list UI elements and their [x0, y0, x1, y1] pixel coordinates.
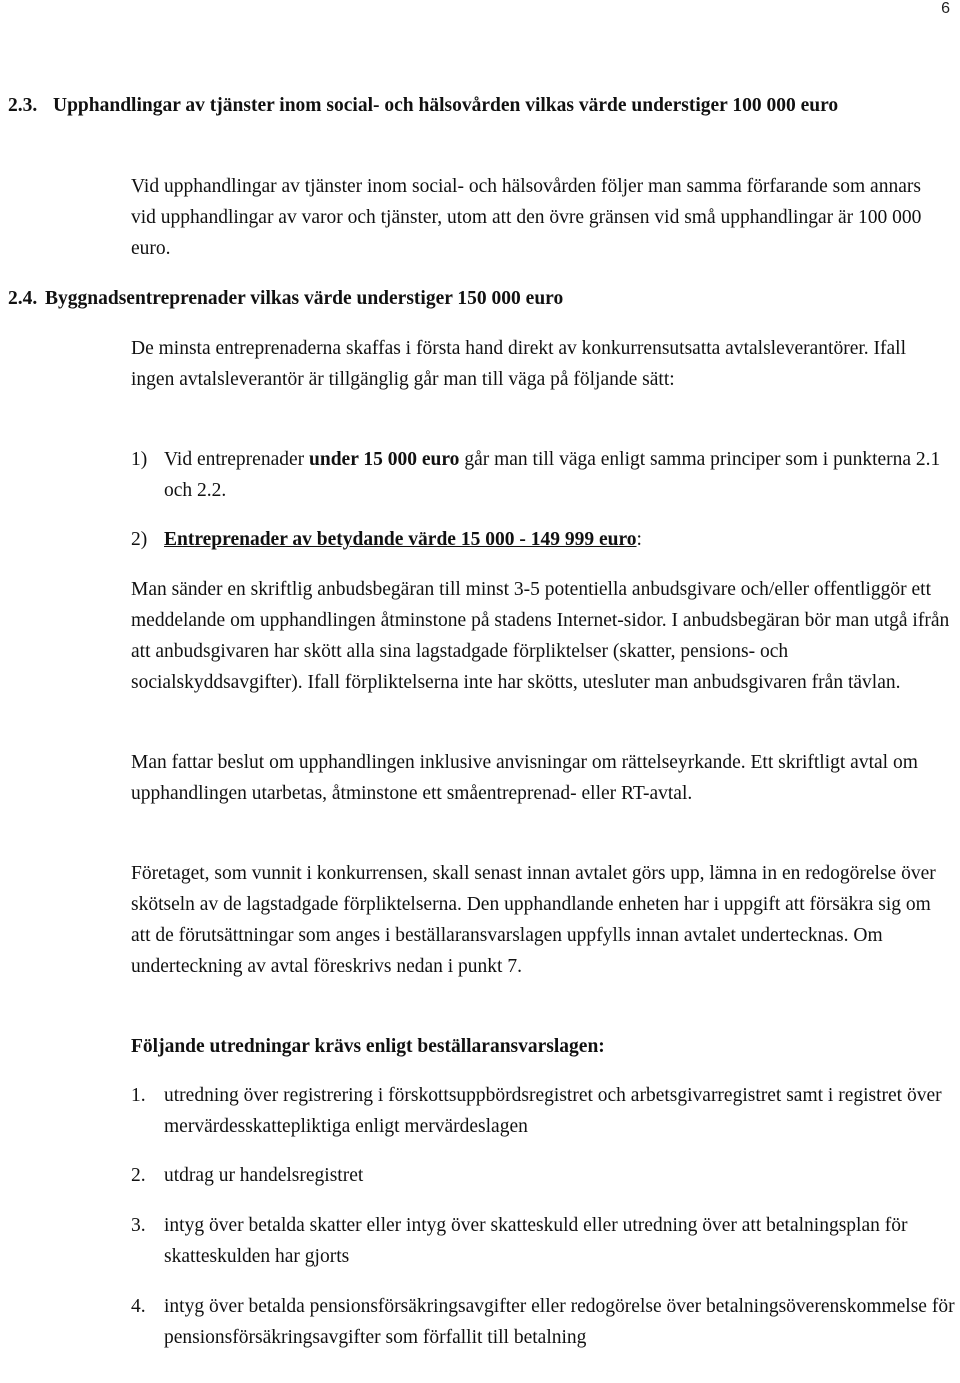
paragraph-tender-request: Man sänder en skriftlig anbudsbegäran till minst 3-5 potentiella anbudsgivare och/eller offentliggör ett meddelande om upphandlingen åtminstone på stadens Internet-sidor. I anbudsbegäran bör man utgå ifrån att anbudsgivaren har skött alla sina lagstadgade förpliktelser (skatter, pensions- och socialskyddsavgifter). Ifall förpliktelserna inte har skötts, utesluter man anbudsgivaren från tävlan.: [131, 579, 950, 693]
required-item-1-text: utredning över registrering i förskottsuppbördsregistret och arbetsgivarregistret samt i registret över mervärdesskattepliktiga enligt mervärdeslagen: [164, 1085, 942, 1137]
procedure-item-1-text: [164, 444, 960, 506]
section-2-4-heading: [8, 283, 948, 314]
procedure-item-1-pre: Vid entreprenader: [164, 449, 310, 470]
required-item-4-text: intyg över betalda pensionsförsäkringsavgifter eller redogörelse över betalningsöverenskommelse för pensionsförsäkringsavgifter som förfallit till betalning: [164, 1296, 955, 1348]
section-2-4-number: 2.4.: [8, 288, 38, 309]
procedure-item-2-suffix: :: [636, 529, 642, 550]
required-item-3: [131, 1210, 960, 1272]
required-item-4: [131, 1291, 960, 1353]
paragraph-decision: Man fattar beslut om upphandlingen inklusive anvisningar om rättelseyrkande. Ett skriftligt avtal om upphandlingen utarbetas, åtminstone ett småentreprenad- eller RT-avtal.: [131, 752, 918, 804]
page-number: 6: [941, 0, 950, 17]
required-item-1: [131, 1080, 960, 1142]
required-item-1-number: 1.: [131, 1085, 146, 1106]
required-item-3-number: 3.: [131, 1215, 146, 1236]
procedure-item-1-number: 1): [131, 449, 148, 470]
procedure-item-1-post: går man till väga enligt samma principer som i punkterna 2.1 och 2.2.: [164, 449, 941, 501]
section-2-3-number: 2.3.: [8, 95, 38, 116]
procedure-item-2-text: [164, 524, 960, 555]
procedure-item-2-heading: Entreprenader av betydande värde 15 000 - 149 999 euro: [164, 529, 637, 550]
procedure-item-1: [131, 444, 960, 506]
procedure-item-2: [131, 524, 960, 555]
required-documents-heading: Följande utredningar krävs enligt beställaransvarslagen:: [131, 1036, 605, 1057]
procedure-item-2-number: 2): [131, 529, 148, 550]
required-item-4-number: 4.: [131, 1296, 146, 1317]
required-item-2: [131, 1160, 960, 1191]
section-2-3-body: Vid upphandlingar av tjänster inom social- och hälsovården följer man samma förfarande som annars vid upphandlingar av varor och tjänster, utom att den övre gränsen vid små upphandlingar är 100 000 euro.: [131, 176, 922, 259]
section-2-4-intro: De minsta entreprenaderna skaffas i första hand direkt av konkurrensutsatta avtalsleverantörer. Ifall ingen avtalsleverantör är tillgänglig går man till väga på följande sätt:: [131, 338, 907, 390]
paragraph-company-report: Företaget, som vunnit i konkurrensen, skall senast innan avtalet görs upp, lämna in en redogörelse över skötseln av de lagstadgade förpliktelserna. Den upphandlande enheten har i uppgift att försäkra sig om att de förutsättningar som anges i beställaransvarslagen uppfylls innan avtalet undertecknas. Om underteckning av avtal föreskrivs nedan i punkt 7.: [131, 863, 936, 977]
required-item-2-number: 2.: [131, 1165, 146, 1186]
section-2-4-title: Byggnadsentreprenader vilkas värde understiger 150 000 euro: [45, 288, 564, 309]
section-2-3-heading: [8, 90, 948, 121]
procedure-item-1-bold: under 15 000 euro: [309, 449, 460, 470]
required-item-2-text: utdrag ur handelsregistret: [164, 1165, 364, 1186]
required-item-3-text: intyg över betalda skatter eller intyg över skatteskuld eller utredning över att betalningsplan för skatteskulden har gjorts: [164, 1215, 908, 1267]
section-2-3-title: Upphandlingar av tjänster inom social- och hälsovården vilkas värde understiger 100 000 euro: [53, 95, 839, 116]
